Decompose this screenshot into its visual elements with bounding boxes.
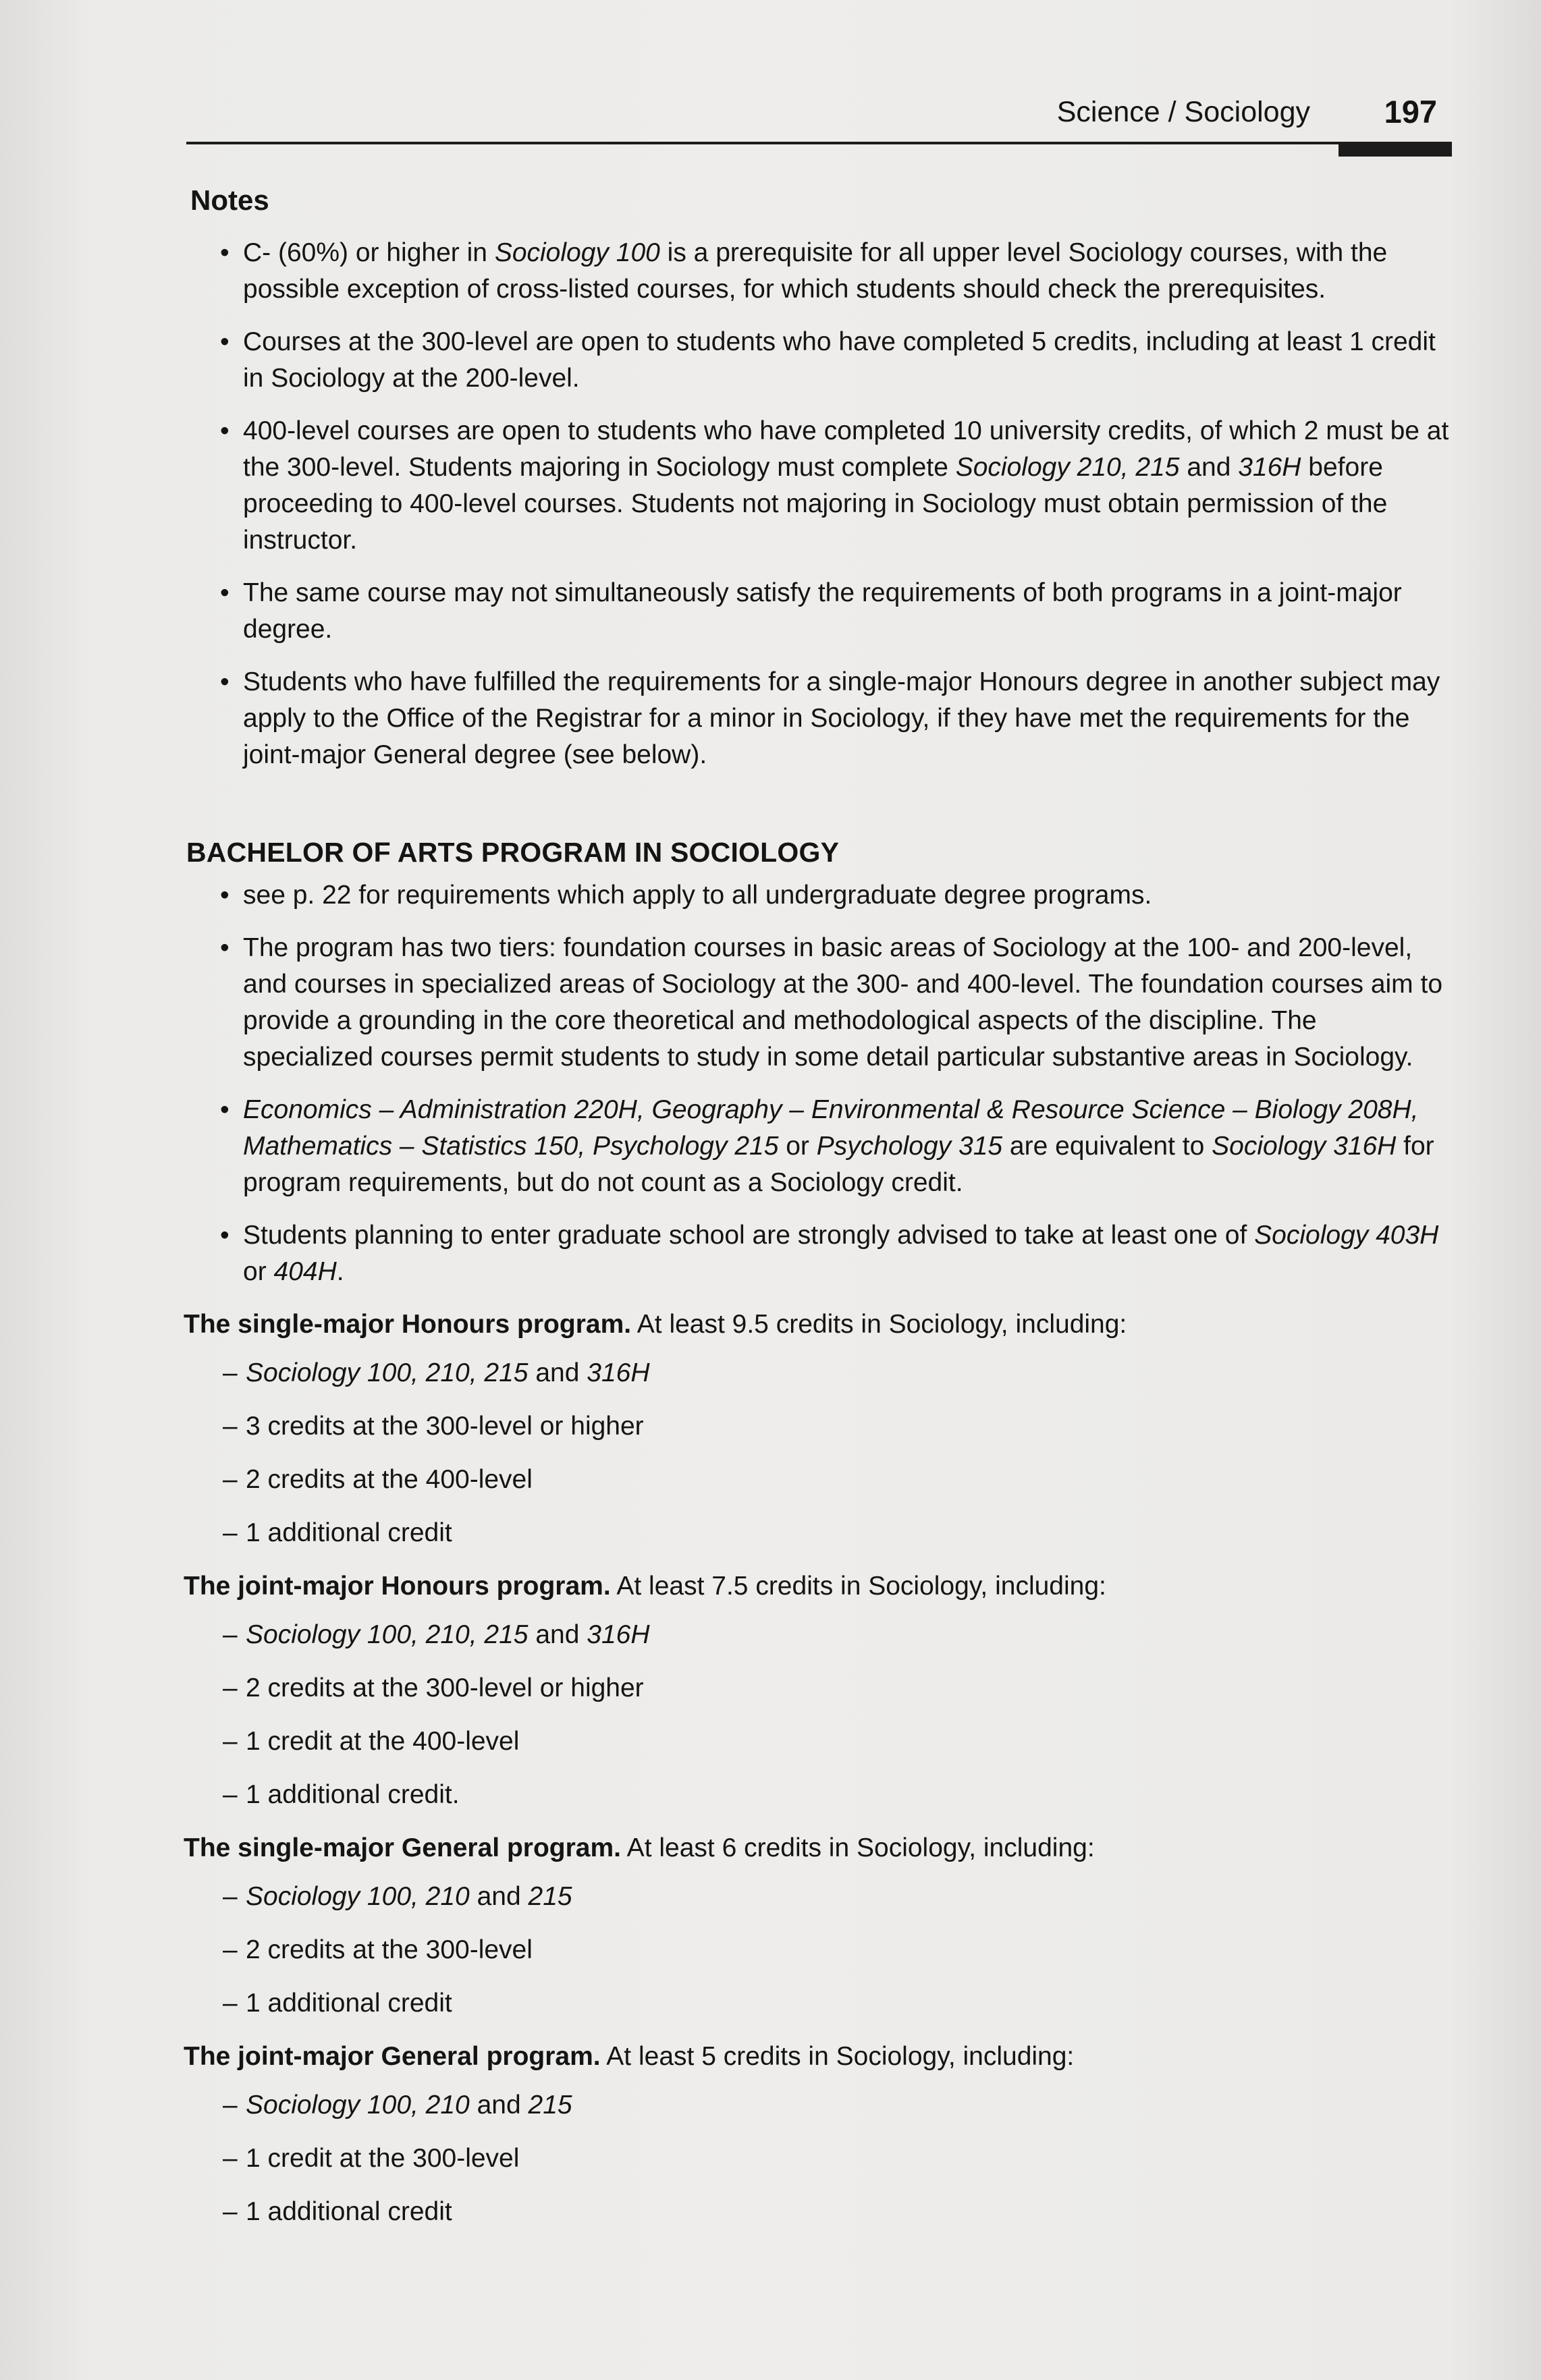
text-run: is a prerequisite for all upper level Sociology courses, with the possible exception of cross-listed courses, for which students should check the prerequisites. bbox=[243, 238, 1388, 304]
text-run: and bbox=[528, 1620, 587, 1649]
italic-run: Sociology 100, 210, 215 bbox=[246, 1358, 529, 1387]
italic-run: 215 bbox=[528, 2091, 572, 2120]
bullet-item bbox=[184, 575, 1453, 648]
requirement-list bbox=[184, 1879, 1453, 2022]
requirement-item bbox=[184, 1932, 1453, 1968]
requirement-list bbox=[184, 1617, 1453, 1813]
program-summary: At least 7.5 credits in Sociology, including: bbox=[610, 1572, 1106, 1601]
requirement-item bbox=[184, 1879, 1453, 1915]
text-run: 3 credits at the 300-level or higher bbox=[246, 1412, 644, 1441]
italic-run: Psychology 315 bbox=[816, 1132, 1003, 1161]
program-block bbox=[184, 1306, 1453, 1551]
text-run: Students planning to enter graduate school are strongly advised to take at least one of bbox=[243, 1221, 1255, 1250]
text-run: or bbox=[243, 1257, 274, 1286]
italic-run: 215 bbox=[528, 1882, 572, 1911]
notes-heading: Notes bbox=[190, 184, 269, 216]
text-run: Students who have fulfilled the requirements for a single-major Honours degree in another subject may apply to the Office of the Registrar for a minor in Sociology, if they have met the requirements for the joint-major General degree (see below). bbox=[243, 667, 1440, 769]
ba-list bbox=[184, 877, 1453, 1290]
text-run: 2 credits at the 300-level or higher bbox=[246, 1673, 644, 1703]
page-number: 197 bbox=[1384, 94, 1437, 130]
text-run: 1 additional credit bbox=[246, 1518, 452, 1547]
text-run: C- (60%) or higher in bbox=[243, 238, 495, 267]
requirement-list bbox=[184, 1355, 1453, 1551]
text-run: and bbox=[469, 1882, 529, 1911]
requirement-item bbox=[184, 1670, 1453, 1707]
italic-run: Sociology 100, 210 bbox=[246, 1882, 470, 1911]
italic-run: Sociology 100, 210, 215 bbox=[246, 1620, 529, 1649]
notes-list bbox=[184, 235, 1453, 773]
text-run: Courses at the 300-level are open to students who have completed 5 credits, including at least 1 credit in Sociology at the 200-level. bbox=[243, 327, 1436, 393]
page-body bbox=[184, 182, 1453, 2247]
requirement-item bbox=[184, 1462, 1453, 1498]
text-run: The same course may not simultaneously satisfy the requirements of both programs in a joint-major degree. bbox=[243, 578, 1402, 644]
requirement-item bbox=[184, 1985, 1453, 2022]
italic-run: Sociology 403H bbox=[1254, 1221, 1439, 1250]
bullet-item bbox=[184, 1092, 1453, 1201]
text-run: and bbox=[469, 2091, 529, 2120]
bullet-item bbox=[184, 235, 1453, 308]
bullet-item bbox=[184, 324, 1453, 397]
italic-run: 316H bbox=[587, 1620, 650, 1649]
program-description bbox=[184, 1568, 1453, 1605]
header-rule bbox=[186, 142, 1452, 144]
program-description bbox=[184, 1830, 1453, 1866]
bullet-item bbox=[184, 664, 1453, 773]
italic-run: 404H bbox=[273, 1257, 337, 1286]
page-header bbox=[186, 81, 1452, 142]
italic-run: Sociology 210, 215 bbox=[955, 453, 1180, 482]
text-run: 1 credit at the 300-level bbox=[246, 2144, 520, 2173]
ba-heading: BACHELOR OF ARTS PROGRAM IN SOCIOLOGY bbox=[186, 837, 840, 868]
bullet-item bbox=[184, 1217, 1453, 1290]
text-run: 2 credits at the 300-level bbox=[246, 1935, 533, 1964]
text-run: for program requirements, but do not count as a Sociology credit. bbox=[243, 1132, 1434, 1197]
program-title: The single-major General program. bbox=[184, 1833, 621, 1862]
text-run: and bbox=[528, 1358, 587, 1387]
requirement-item bbox=[184, 2140, 1453, 2177]
program-block bbox=[184, 1568, 1453, 1813]
bullet-item bbox=[184, 930, 1453, 1076]
italic-run: Economics – Administration 220H, Geography – Environmental & Resource Science – Biology 208H, Mathematics – Statistics 150, Psychology 215 bbox=[243, 1095, 1419, 1161]
text-run: and bbox=[1179, 453, 1239, 482]
text-run: 1 additional credit bbox=[246, 1989, 452, 2018]
requirement-item bbox=[184, 2194, 1453, 2230]
text-run: The program has two tiers: foundation courses in basic areas of Sociology at the 100- and 200-level, and courses in specialized areas of Sociology at the 300- and 400-level. The foundation courses aim to provide a grounding in the core theoretical and methodological aspects of the discipline. The specialized courses permit students to study in some detail particular substantive areas in Sociology. bbox=[243, 933, 1443, 1072]
text-run: 2 credits at the 400-level bbox=[246, 1465, 533, 1494]
requirement-item bbox=[184, 1408, 1453, 1445]
text-run: 1 additional credit bbox=[246, 2197, 452, 2226]
italic-run: Sociology 100 bbox=[494, 238, 660, 267]
requirement-item bbox=[184, 1355, 1453, 1391]
bullet-item bbox=[184, 413, 1453, 559]
requirement-item bbox=[184, 1617, 1453, 1653]
text-run: or bbox=[778, 1132, 817, 1161]
text-run: . bbox=[336, 1257, 344, 1286]
requirement-item bbox=[184, 1777, 1453, 1813]
bullet-item bbox=[184, 877, 1453, 914]
program-block bbox=[184, 2039, 1453, 2230]
text-run: 1 credit at the 400-level bbox=[246, 1727, 520, 1756]
text-run: are equivalent to bbox=[1002, 1132, 1212, 1161]
text-run: before proceeding to 400-level courses. Students not majoring in Sociology must obtain permission of the instructor. bbox=[243, 453, 1388, 555]
program-description bbox=[184, 1306, 1453, 1343]
requirement-item bbox=[184, 2087, 1453, 2124]
program-block bbox=[184, 1830, 1453, 2022]
text-run: 1 additional credit. bbox=[246, 1780, 460, 1809]
italic-run: 316H bbox=[587, 1358, 650, 1387]
text-run: see p. 22 for requirements which apply to all undergraduate degree programs. bbox=[243, 881, 1152, 910]
program-description bbox=[184, 2039, 1453, 2075]
programs bbox=[184, 1306, 1453, 2230]
program-title: The single-major Honours program. bbox=[184, 1310, 632, 1339]
program-summary: At least 6 credits in Sociology, including: bbox=[621, 1833, 1095, 1862]
program-summary: At least 5 credits in Sociology, including: bbox=[600, 2042, 1075, 2071]
requirement-item bbox=[184, 1515, 1453, 1551]
italic-run: 316H bbox=[1238, 453, 1301, 482]
text-run: 400-level courses are open to students who have completed 10 university credits, of which 2 must be at the 300-level. Students majoring in Sociology must complete bbox=[243, 416, 1449, 482]
italic-run: Sociology 100, 210 bbox=[246, 2091, 470, 2120]
program-title: The joint-major General program. bbox=[184, 2042, 601, 2071]
italic-run: Sociology 316H bbox=[1212, 1132, 1397, 1161]
requirement-list bbox=[184, 2087, 1453, 2230]
program-title: The joint-major Honours program. bbox=[184, 1572, 611, 1601]
header-tab-mark bbox=[1339, 142, 1452, 157]
program-summary: At least 9.5 credits in Sociology, including: bbox=[631, 1310, 1127, 1339]
running-title: Science / Sociology bbox=[1056, 96, 1310, 128]
requirement-item bbox=[184, 1723, 1453, 1760]
